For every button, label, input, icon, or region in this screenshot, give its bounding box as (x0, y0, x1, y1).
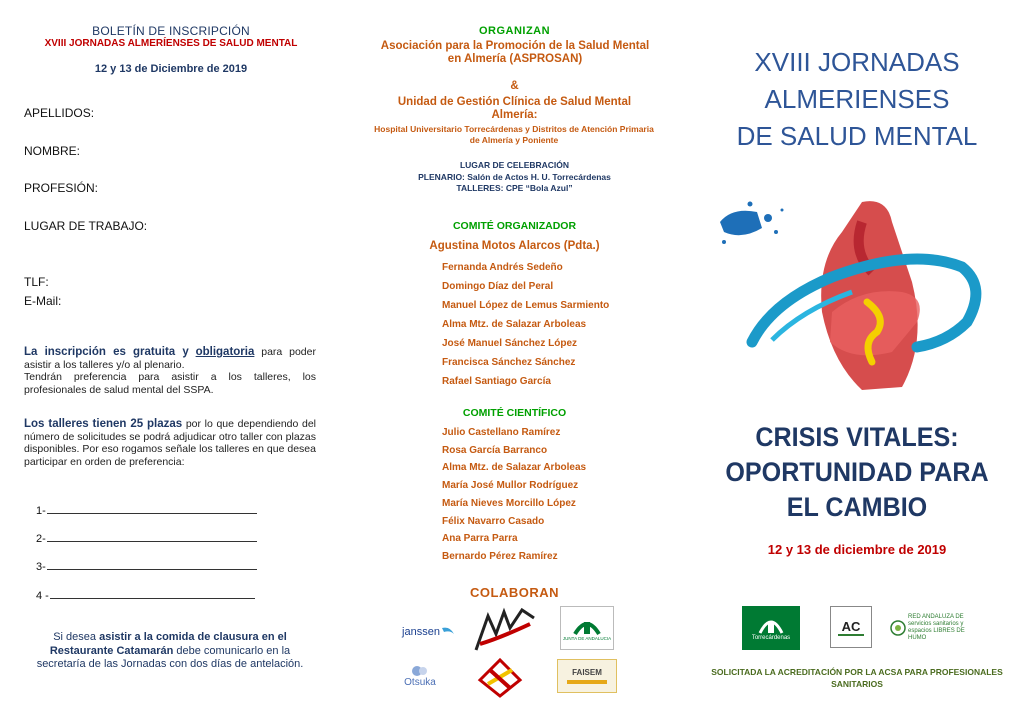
inscripcion-paragraph (24, 346, 316, 396)
comite-org-member: Francisca Sánchez Sánchez (442, 357, 576, 368)
inscripcion-bold: La inscripción es gratuita y (24, 346, 189, 358)
lugar-talleres: TALLERES: CPE “Bola Azul” (456, 183, 573, 193)
field-lugar-trabajo[interactable]: LUGAR DE TRABAJO: (24, 219, 148, 233)
preference-number: 3- (36, 561, 46, 573)
comite-org-member: Domingo Díaz del Peral (442, 281, 554, 292)
torrecardenas-logo-text: Torrecárdenas (751, 635, 791, 641)
acsa-logo-text: AC (841, 618, 861, 634)
field-apellidos[interactable]: APELLIDOS: (24, 106, 95, 120)
field-nombre[interactable]: NOMBRE: (24, 144, 81, 158)
talleres-rest: por lo que dependiendo del número de solicitudes se podrá adjudicar otro taller con plazas disponibles. Por eso rogamos señale los talleres en que desea participar en orden de preferencia: (24, 418, 316, 468)
ampersand: & (510, 80, 519, 92)
faisem-logo (557, 659, 617, 693)
junta-andalucia-logo (560, 606, 614, 650)
torrecardenas-emblem-icon (758, 615, 784, 635)
comite-cient-member: María José Mullor Rodríguez (442, 480, 579, 491)
comite-org-member: Manuel López de Lemus Sarmiento (442, 300, 610, 311)
jornadas-title-line: XVIII JORNADAS (754, 47, 960, 77)
organization-panel (342, 0, 687, 709)
field-email[interactable]: E-Mail: (24, 294, 62, 308)
preference-slot-3[interactable] (36, 561, 257, 573)
preference-number: 4 - (36, 590, 49, 602)
colaboran-heading: COLABORAN (470, 585, 559, 600)
janssen-swoosh-icon (440, 624, 456, 640)
field-profesion[interactable]: PROFESIÓN: (24, 181, 99, 195)
preference-slot-2[interactable] (36, 533, 257, 545)
crisis-title-line: EL CAMBIO (786, 492, 928, 522)
torrecardenas-logo (742, 606, 800, 650)
crisis-vitales-title (702, 420, 1013, 525)
comida-clausura-note (24, 631, 316, 672)
comite-org-member: Alma Mtz. de Salazar Arboleas (442, 319, 587, 330)
lugar-plenario: PLENARIO: Salón de Actos H. U. Torrecárdenas (418, 172, 611, 182)
cover-panel (690, 0, 1024, 709)
preference-slot-1[interactable] (36, 505, 257, 517)
boletin-dates: 12 y 13 de Diciembre de 2019 (94, 63, 248, 75)
red-libres-humo-text: RED ANDALUZA DE servicios sanitarios y espacios LIBRES DE HUMO (908, 614, 965, 641)
comite-president: Agustina Motos Alarcos (Pdta.) (429, 240, 600, 252)
faisem-logo-text: FAISEM (572, 668, 602, 677)
comite-cientifico-heading: COMITÉ CIENTÍFICO (462, 407, 567, 419)
comite-cient-member: Ana Parra Parra (442, 533, 518, 544)
comite-cient-member: Félix Navarro Casado (442, 516, 545, 527)
red-emblem-icon (474, 656, 526, 700)
crisis-title-line: CRISIS VITALES: (755, 422, 959, 452)
jornadas-title (690, 44, 1024, 155)
junta-emblem-icon (572, 616, 602, 636)
field-tlf[interactable]: TLF: (24, 275, 49, 289)
preference-number: 1- (36, 505, 46, 517)
preference-number: 2- (36, 533, 46, 545)
otsuka-logo-text: Otsuka (404, 676, 436, 688)
comite-organizador-heading: COMITÉ ORGANIZADOR (452, 220, 577, 232)
comite-cient-member: Bernardo Pérez Ramírez (442, 551, 558, 562)
organizer-asprosan: Asociación para la Promoción de la Salud Mental en Almería (ASPROSAN) (380, 40, 650, 65)
asprosan-mark-icon (470, 604, 540, 656)
preference-slot-4[interactable] (36, 590, 255, 602)
event-dates: 12 y 13 de diciembre de 2019 (767, 542, 947, 557)
obligatoria-text: obligatoria (195, 346, 255, 358)
jornadas-title-line: DE SALUD MENTAL (736, 121, 978, 151)
jornadas-title-line: ALMERIENSES (764, 84, 950, 114)
comite-org-member: Fernanda Andrés Sedeño (442, 262, 563, 273)
partner-logo-red (474, 656, 526, 700)
boletin-subtitle: XVIII JORNADAS ALMERÍENSES DE SALUD MENTAL (44, 38, 298, 49)
comite-cient-member: Julio Castellano Ramírez (442, 427, 561, 438)
crisis-title-line: OPORTUNIDAD PARA (725, 457, 989, 487)
comite-cient-member: María Nieves Morcillo López (442, 498, 576, 509)
red-libres-humo-logo (890, 612, 972, 644)
comida-pre: Si desea (53, 631, 100, 643)
smoke-free-icon (890, 620, 906, 636)
lugar-heading: LUGAR DE CELEBRACIÓN (459, 160, 570, 170)
acreditacion-note: SOLICITADA LA ACREDITACIÓN POR LA ACSA PARA PROFESIONALES SANITARIOS (711, 667, 1003, 689)
janssen-logo (396, 618, 462, 646)
talleres-paragraph (24, 418, 316, 468)
inscripcion-rest: para poder asistir a los talleres y/o al plenario. (24, 346, 316, 371)
asprosan-logo (470, 604, 540, 656)
boletin-title: BOLETÍN DE INSCRIPCIÓN (92, 24, 250, 38)
comida-post: debe comunicarlo en la secretaría de las Jornadas con dos días de antelación. (36, 644, 304, 670)
acsa-logo (830, 606, 872, 648)
otsuka-circles-icon (411, 665, 429, 677)
janssen-logo-text: janssen (402, 626, 440, 638)
junta-logo-text: JUNTA DE ANDALUCIA (562, 635, 612, 641)
talleres-bold: Los talleres tienen 25 plazas (24, 418, 183, 430)
organizer-ugc: Unidad de Gestión Clínica de Salud Mental Almería: (397, 96, 632, 121)
comite-cient-member: Alma Mtz. de Salazar Arboleas (442, 462, 587, 473)
organizan-heading: ORGANIZAN (478, 25, 551, 37)
comite-cient-member: Rosa García Barranco (442, 445, 548, 456)
organizer-ugc-detail: Hospital Universitario Torrecárdenas y Distritos de Atención Primaria de Almería y Poniente (374, 124, 654, 145)
cover-artwork-image (712, 192, 994, 392)
comida-bold: asistir a la comida de clausura en el Restaurante Catamarán (49, 631, 287, 657)
comite-org-member: Rafael Santiago García (442, 376, 551, 387)
comite-org-member: José Manuel Sánchez López (442, 338, 578, 349)
otsuka-logo (392, 662, 448, 690)
preferencia-text: Tendrán preferencia para asistir a los talleres, los profesionales de salud mental del SSPA. (24, 371, 316, 396)
